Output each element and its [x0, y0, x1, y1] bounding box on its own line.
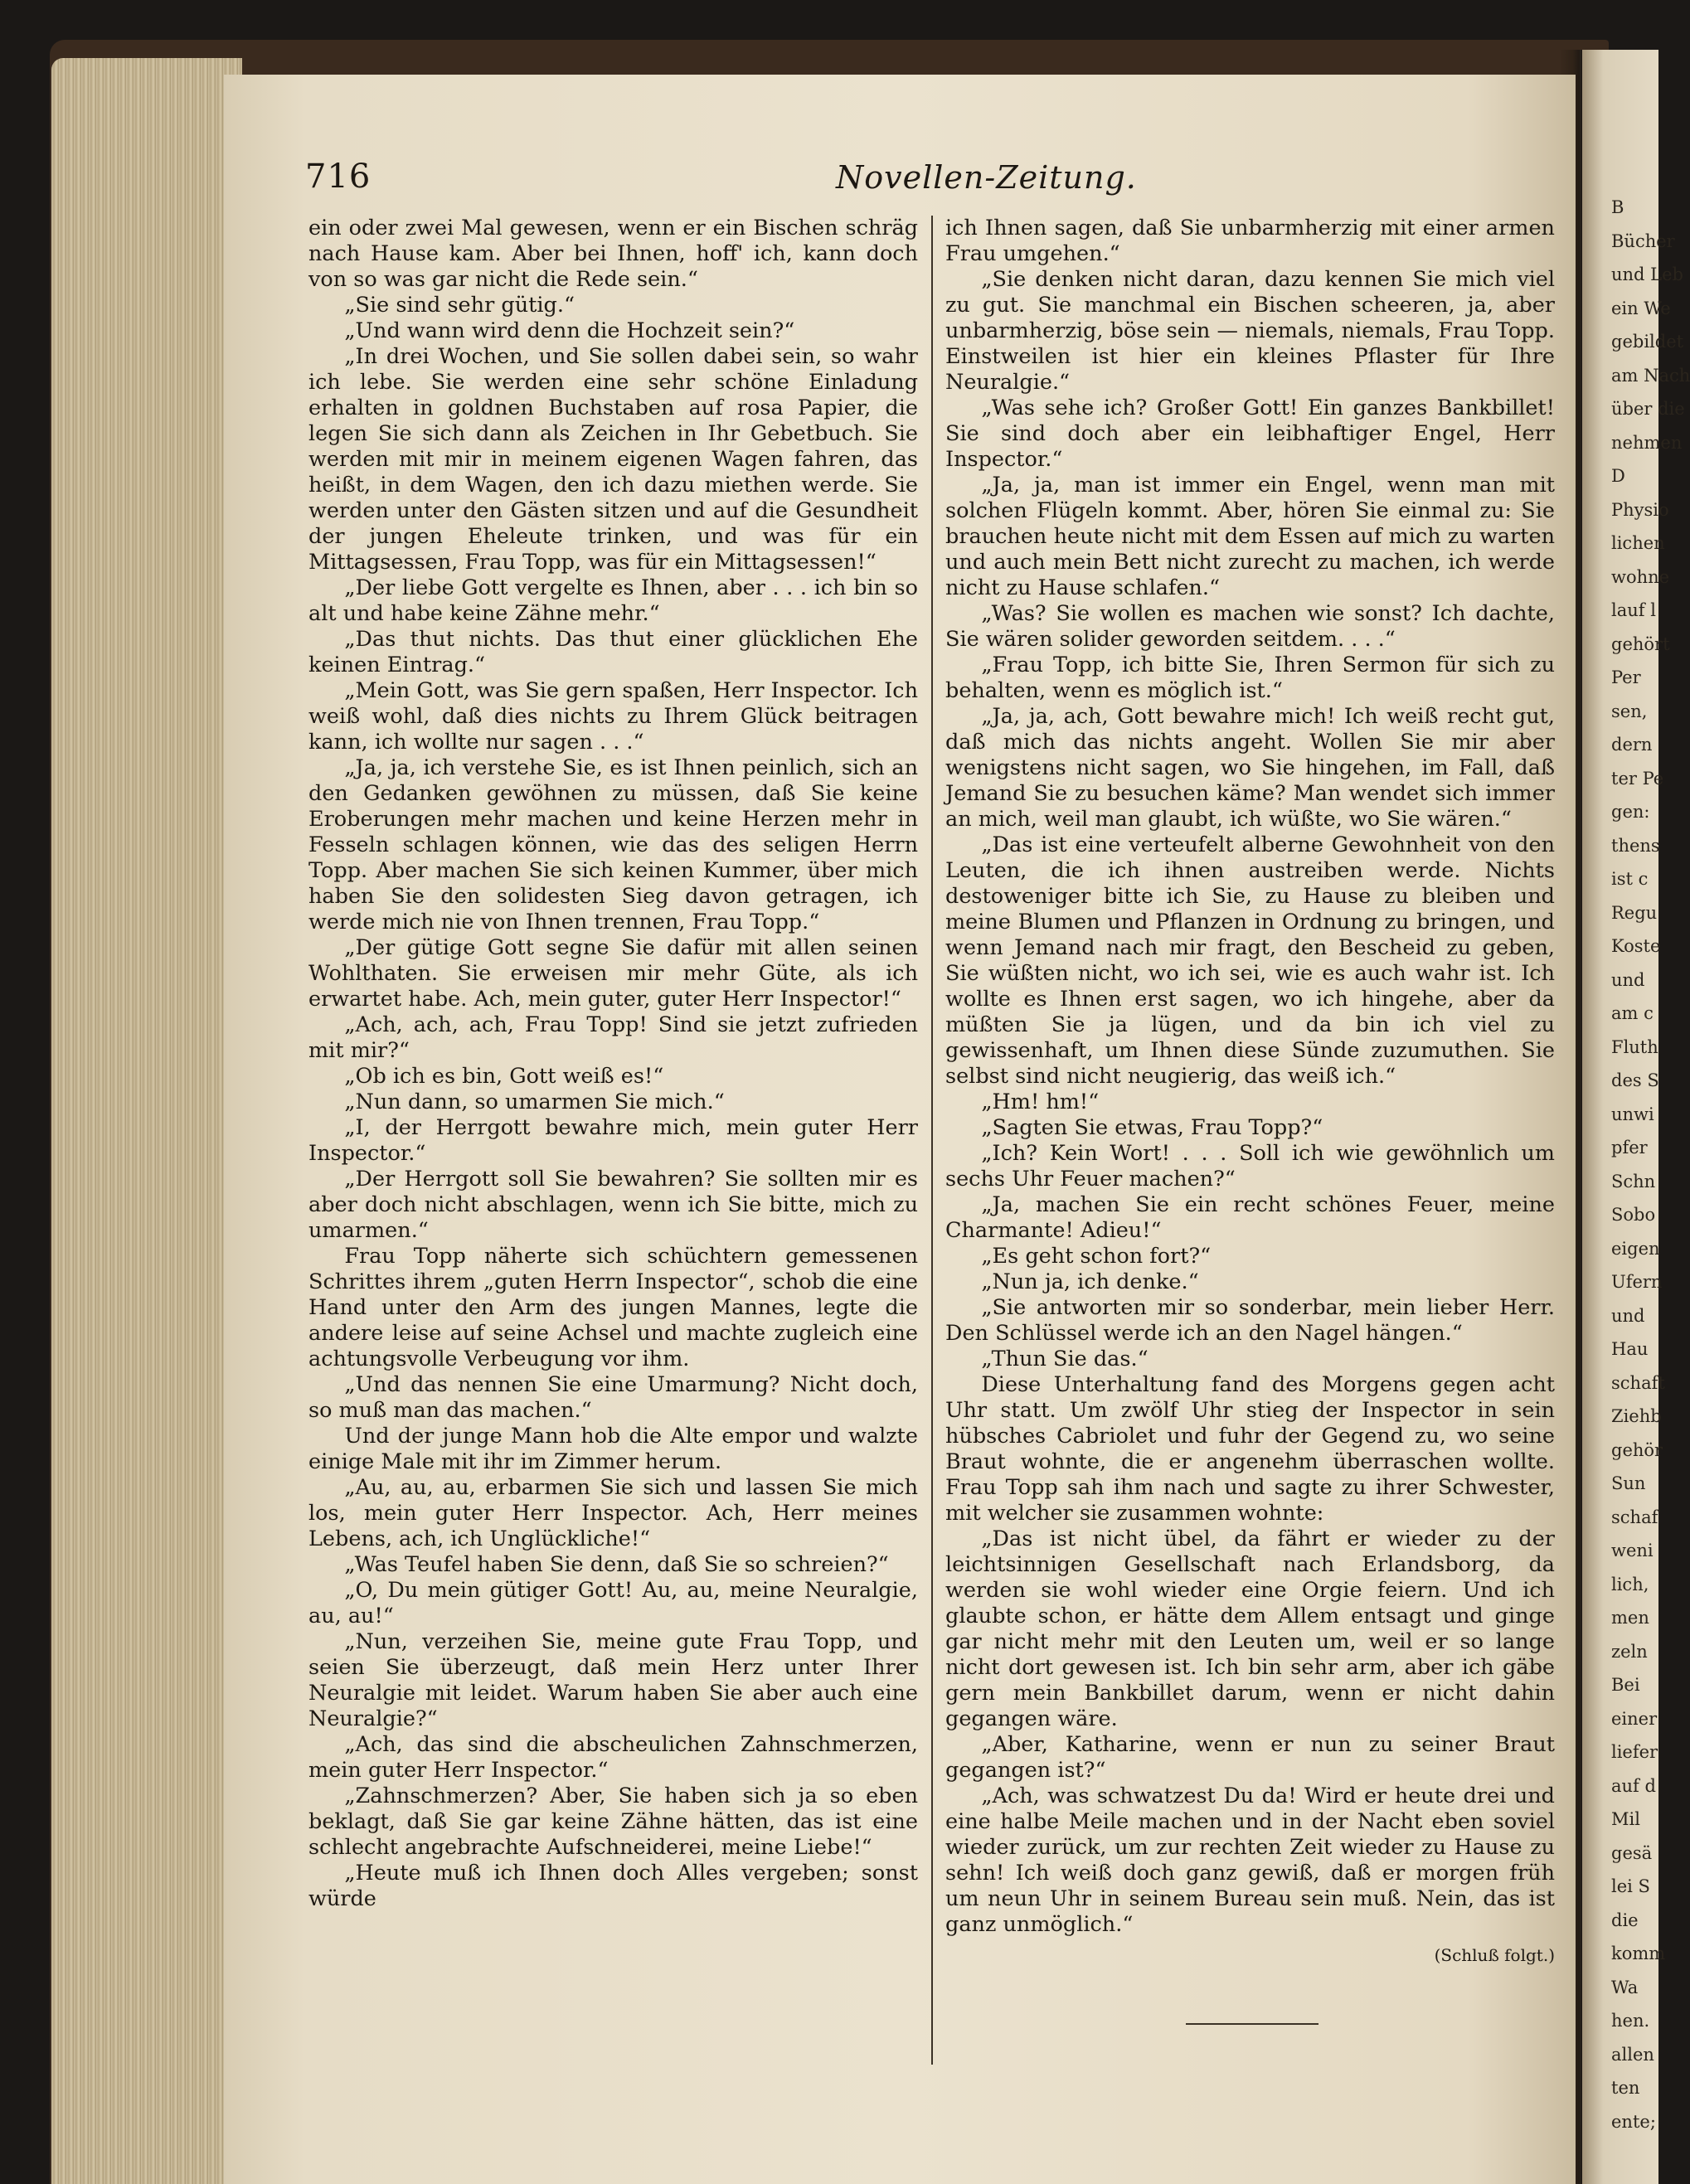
facing-page-fragment: gesä — [1611, 1842, 1653, 1863]
column-divider — [931, 216, 933, 2065]
facing-page-fragment: pfer — [1611, 1138, 1648, 1158]
facing-page-fragment: Regu — [1611, 902, 1658, 923]
paragraph: „Sie antworten mir so sonderbar, mein lieber Herr. Den Schlüssel werde ich an den Nagel hängen.“ — [945, 1295, 1555, 1346]
paragraph: „O, Du mein gütiger Gott! Au, au, meine Neuralgie, au, au!“ — [308, 1578, 918, 1628]
facing-page-fragment: ter Pe — [1611, 768, 1664, 789]
paragraph: ein oder zwei Mal gewesen, wenn er ein Bischen schräg nach Hause kam. Aber bei Ihnen, hoff' ich, kann doch von so was gar nicht die Rede sein.“ — [308, 216, 918, 292]
facing-page-fragment: schaft — [1611, 1372, 1665, 1393]
facing-page-fragment: Sobo — [1611, 1205, 1656, 1225]
facing-page-fragment: Per — [1611, 667, 1641, 687]
facing-page-fragment: auf d — [1611, 1775, 1656, 1796]
facing-page-fragment: Physio — [1611, 499, 1669, 520]
facing-page-fragment: Hau — [1611, 1339, 1649, 1359]
paragraph: „Frau Topp, ich bitte Sie, Ihren Sermon für sich zu behalten, wenn es möglich ist.“ — [945, 653, 1555, 703]
paragraph: „Nun ja, ich denke.“ — [981, 1269, 1199, 1294]
paragraph: „Und wann wird denn die Hochzeit sein?“ — [344, 318, 795, 343]
facing-page-fragment: eigen — [1611, 1238, 1660, 1259]
paragraph: „Nun, verzeihen Sie, meine gute Frau Topp, und seien Sie überzeugt, daß mein Herz unter Ihrer Neuralgie mit leidet. Warum haben Sie aber auch eine Neuralgie?“ — [308, 1629, 918, 1731]
facing-page-fragment: Schn — [1611, 1171, 1656, 1191]
facing-page-fragment: Wa — [1611, 1977, 1639, 1997]
facing-page-fragment: unwi — [1611, 1104, 1654, 1124]
facing-page-fragment: gen: — [1611, 802, 1650, 822]
paragraph: „Ich? Kein Wort! . . . Soll ich wie gewöhnlich um sechs Uhr Feuer machen?“ — [945, 1141, 1555, 1191]
paragraph: „Was? Sie wollen es machen wie sonst? Ich dachte, Sie wären solider geworden seitdem. . . .“ — [945, 601, 1555, 652]
paragraph: „Der liebe Gott vergelte es Ihnen, aber . . . ich bin so alt und habe keine Zähne mehr.“ — [308, 575, 918, 626]
paragraph: „In drei Wochen, und Sie sollen dabei sein, so wahr ich lebe. Sie werden eine sehr schöne Einladung erhalten in goldnen Buchstaben auf rosa Papier, die legen Sie sich dann als Zeichen in Ihr Gebetbuch. Sie werden mit mir in meinem eigenen Wagen fahren, das heißt, in dem Wagen, den ich dazu miethen werde. Sie werden unter den Gästen sitzen und auf die Gesundheit der jungen Eheleute trinken, und was für ein Mittagsessen, Frau Topp, was für ein Mittagsessen!“ — [308, 344, 918, 575]
facing-page-fragment: dern — [1611, 735, 1653, 755]
facing-page — [1580, 50, 1690, 2184]
facing-page-fragment: am Nach — [1611, 365, 1690, 386]
paragraph: „Sie denken nicht daran, dazu kennen Sie mich viel zu gut. Sie manchmal ein Bischen scheeren, ja, aber unbarmherzig, böse sein — niemals, niemals, Frau Topp. Einstweilen ist hier ein kleines Pflaster für Ihre Neuralgie.“ — [945, 267, 1555, 395]
paragraph: „Ja, machen Sie ein recht schönes Feuer, meine Charmante! Adieu!“ — [945, 1192, 1555, 1243]
facing-page-fragment: thens — [1611, 835, 1660, 856]
paragraph: ich Ihnen sagen, daß Sie unbarmherzig mit einer armen Frau umgehen.“ — [945, 216, 1555, 266]
facing-page-fragment: weni — [1611, 1541, 1654, 1560]
text-column-right-body — [945, 216, 1555, 1938]
facing-page-fragment: gehör — [1611, 1439, 1663, 1460]
paragraph: „Ja, ja, ich verstehe Sie, es ist Ihnen peinlich, sich an den Gedanken gewöhnen zu müssen, daß Sie keine Eroberungen mehr machen und keine Herzen mehr in Fesseln schlagen können, wie das des seligen Herrn Topp. Aber machen Sie sich keinen Kummer, über mich haben Sie den solidesten Sieg davon getragen, ich werde mich nie von Ihnen trennen, Frau Topp.“ — [308, 755, 918, 934]
paragraph: „Der Herrgott soll Sie bewahren? Sie sollten mir es aber doch nicht abschlagen, wenn ich Sie bitte, mich zu umarmen.“ — [308, 1167, 918, 1243]
paragraph: „Au, au, au, erbarmen Sie sich und lassen Sie mich los, mein guter Herr Inspector. Ach, Herr meines Lebens, ach, ich Unglückliche!“ — [308, 1475, 918, 1551]
facing-page-fragment: ist c — [1611, 869, 1649, 889]
page-header — [305, 158, 1285, 207]
facing-page-fragment: gebildet — [1611, 332, 1684, 352]
facing-page-fragment: ein We — [1611, 298, 1671, 318]
facing-page-fragment: Mil — [1611, 1809, 1640, 1829]
paragraph: „Es geht schon fort?“ — [981, 1244, 1212, 1269]
text-column-left — [308, 216, 918, 2065]
end-rule — [1186, 2023, 1318, 2025]
facing-page-fragment: B — [1611, 197, 1624, 217]
page-edges — [51, 58, 242, 2184]
facing-page-fragment: sen, — [1611, 701, 1648, 721]
paragraph: Und der junge Mann hob die Alte empor und walzte einige Male mit ihr im Zimmer herum. — [308, 1424, 918, 1474]
facing-page-fragment: am c — [1611, 1003, 1654, 1023]
paragraph: „Ob ich es bin, Gott weiß es!“ — [344, 1064, 664, 1089]
facing-page-fragment: wohne — [1611, 566, 1670, 587]
paragraph: „Sie sind sehr gütig.“ — [344, 293, 575, 318]
facing-page-fragment: lauf l — [1611, 600, 1656, 620]
paragraph: Diese Unterhaltung fand des Morgens gegen acht Uhr statt. Um zwölf Uhr stieg der Inspector in sein hübsches Cabriolet und fuhr der Gegend zu, wo seine Braut wohnte, die er angenehm überraschen wollte. Frau Topp sah ihm nach und sagte zu ihrer Schwester, mit welcher sie zusammen wohnte: — [945, 1372, 1555, 1526]
facing-page-fragment: hen. — [1611, 2011, 1650, 2031]
facing-page-fragment: über die — [1611, 399, 1685, 419]
facing-page-fragment: des S — [1611, 1070, 1659, 1090]
paragraph: „Was Teufel haben Sie denn, daß Sie so schreien?“ — [344, 1552, 889, 1577]
facing-page-fragment: liefer — [1611, 1742, 1658, 1762]
facing-page-fragment: lei S — [1611, 1876, 1650, 1896]
facing-page-fragment: und Leb — [1611, 265, 1683, 284]
paragraph: „Was sehe ich? Großer Gott! Ein ganzes Bankbillet! Sie sind doch aber ein leibhaftiger Engel, Herr Inspector.“ — [945, 396, 1555, 472]
paragraph: „Ach, ach, ach, Frau Topp! Sind sie jetzt zufrieden mit mir?“ — [308, 1012, 918, 1063]
paragraph: „Mein Gott, was Sie gern spaßen, Herr Inspector. Ich weiß wohl, daß dies nichts zu Ihrem Glück beitragen kann, ich wollte nur sagen . . .“ — [308, 678, 918, 755]
paragraph: „Ach, was schwatzest Du da! Wird er heute drei und eine halbe Meile machen und in der Nacht eben soviel wieder zurück, um zur rechten Zeit wieder zu Hause zu sehn! Ich weiß doch ganz gewiß, daß er morgen früh um neun Uhr in seinem Bureau sein muß. Nein, das ist ganz unmöglich.“ — [945, 1784, 1555, 1937]
paragraph: „Ja, ja, man ist immer ein Engel, wenn man mit solchen Flügeln kommt. Aber, hören Sie einmal zu: Sie brauchen heute nicht mit dem Essen auf mich zu warten und auch mein Bett nicht zurecht zu machen, ich werde nicht zu Hause schlafen.“ — [945, 473, 1555, 600]
paragraph: „Thun Sie das.“ — [981, 1347, 1149, 1371]
paragraph: „Heute muß ich Ihnen doch Alles vergeben; sonst würde — [308, 1861, 918, 1911]
paragraph: „Zahnschmerzen? Aber, Sie haben sich ja so eben beklagt, daß Sie gar keine Zähne hätten, das ist eine schlecht angebrachte Aufschneiderei, meine Liebe!“ — [308, 1784, 918, 1860]
facing-page-fragment: Bücher — [1611, 231, 1675, 251]
facing-page-fragment: gehört — [1611, 633, 1670, 654]
paragraph: „Sagten Sie etwas, Frau Topp?“ — [981, 1115, 1323, 1140]
facing-page-fragment: allen — [1611, 2044, 1654, 2065]
facing-page-fragment: nehmen — [1611, 432, 1683, 453]
facing-page-fragment: einer — [1611, 1708, 1658, 1729]
running-title: Novellen-Zeitung. — [836, 159, 1137, 196]
paragraph: Frau Topp näherte sich schüchtern gemessenen Schrittes ihrem „guten Herrn Inspector“, schob die eine Hand unter den Arm des jungen Mannes, legte die andere leise auf seine Achsel und machte zugleich eine achtungsvolle Verbeugung vor ihm. — [308, 1244, 918, 1371]
facing-page-fragment: zeln — [1611, 1641, 1648, 1662]
paragraph: „Nun dann, so umarmen Sie mich.“ — [344, 1090, 725, 1114]
paragraph: „Aber, Katharine, wenn er nun zu seiner Braut gegangen ist?“ — [945, 1732, 1555, 1783]
paragraph: „Ja, ja, ach, Gott bewahre mich! Ich weiß recht gut, daß mich das nichts angeht. Wollen Sie mir aber wenigstens nicht sagen, wo Sie hingehen, im Fall, daß Jemand Sie zu besuchen käme? Man wendet sich immer an mich, weil man glaubt, ich wüßte, wo Sie wären.“ — [945, 704, 1555, 832]
closing-note: (Schluß folgt.) — [1434, 1945, 1555, 1965]
facing-page-fragment: und — [1611, 969, 1645, 990]
paragraph: „Das ist eine verteufelt alberne Gewohnheit von den Leuten, die ich ihnen austreiben werde. Nichts destoweniger bitte ich Sie, zu Hause zu bleiben und meine Blumen und Pflanzen in Ordnung zu bringen, und wenn Jemand nach mir fragt, den Bescheid zu geben, Sie wüßten nicht, wo ich sei, wie es auch wahr ist. Ich wollte es Ihnen erst sagen, wo ich hingehe, aber da müßten Sie ja lügen, und da bin ich viel zu gewissenhaft, um Ihnen diese Sünde zuzumuthen. Sie selbst sind nicht neugierig, das weiß ich.“ — [945, 832, 1555, 1089]
paragraph: „Und das nennen Sie eine Umarmung? Nicht doch, so muß man das machen.“ — [308, 1372, 918, 1423]
paragraph: „Das ist nicht übel, da fährt er wieder zu der leichtsinnigen Gesellschaft nach Erlandsborg, da werden sie wohl wieder eine Orgie feiern. Und ich glaubte schon, er hätte dem Allem entsagt und ginge gar nicht mehr mit den Leuten um, weil er so lange nicht dort gewesen ist. Ich bin sehr arm, aber ich gäbe gern mein Bankbillet darum, wenn er nicht dahin gegangen wäre. — [945, 1526, 1555, 1731]
facing-page-fragment: Koste — [1611, 936, 1661, 956]
paragraph: „Das thut nichts. Das thut einer glücklichen Ehe keinen Eintrag.“ — [308, 627, 918, 677]
facing-page-fragment: lichen — [1611, 533, 1665, 553]
page-number: 716 — [305, 158, 372, 196]
paragraph: „Der gütige Gott segne Sie dafür mit allen seinen Wohlthaten. Sie erweisen mir mehr Güte, als ich erwartet habe. Ach, mein guter, guter Herr Inspector!“ — [308, 935, 918, 1012]
facing-page-fragment: und — [1611, 1305, 1645, 1326]
facing-page-fragment: die — [1611, 1910, 1639, 1930]
paragraph: „Hm! hm!“ — [981, 1090, 1100, 1114]
text-column-right — [945, 216, 1555, 2065]
paragraph: „Ach, das sind die abscheulichen Zahnschmerzen, mein guter Herr Inspector.“ — [308, 1732, 918, 1783]
facing-page-fragment: lich, — [1611, 1574, 1649, 1594]
facing-page-fragment: komm — [1611, 1944, 1666, 1963]
facing-page-fragment: D — [1611, 466, 1625, 486]
book-page — [224, 75, 1576, 2184]
facing-page-fragment: Sun — [1611, 1473, 1646, 1493]
facing-page-fragment: men — [1611, 1608, 1649, 1628]
facing-page-fragment: Ufern — [1611, 1272, 1663, 1292]
facing-page-fragment: ten — [1611, 2078, 1640, 2098]
paragraph: „I, der Herrgott bewahre mich, mein guter Herr Inspector.“ — [308, 1115, 918, 1166]
facing-page-fragment: Ziehb — [1611, 1406, 1662, 1426]
facing-page-fragment: schaf — [1611, 1507, 1658, 1527]
facing-page-fragment: ente; — [1611, 2111, 1656, 2132]
facing-page-fragment: Fluth — [1611, 1036, 1658, 1057]
facing-page-fragment: Bei — [1611, 1675, 1640, 1695]
